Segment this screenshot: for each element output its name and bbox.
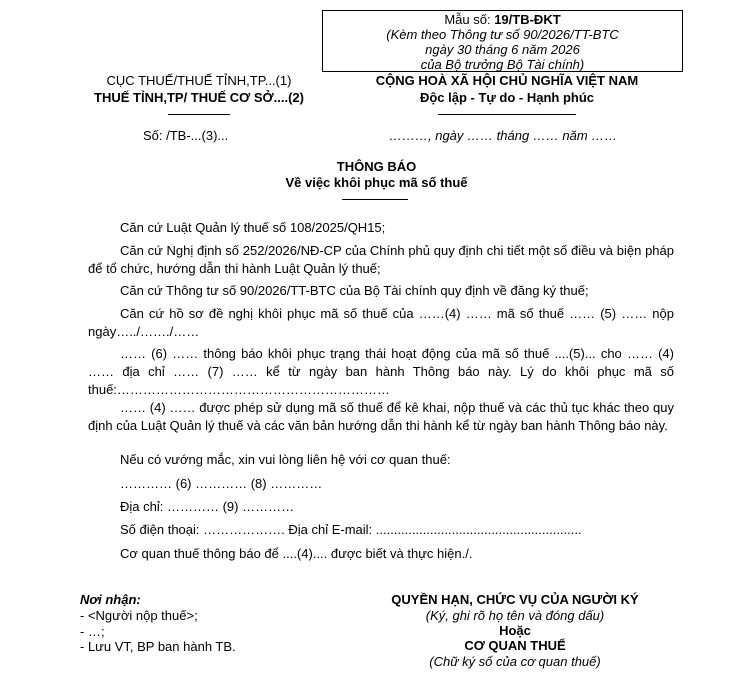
signer-title: QUYỀN HẠN, CHỨC VỤ CỦA NGƯỜI KÝ (391, 592, 639, 607)
form-number-label: Mẫu số: (444, 12, 495, 27)
document-subtitle: Về việc khôi phục mã số thuế (285, 175, 468, 190)
permission-paragraph: …… (4) …… được phép sử dụng mã số thuế để kê khai, nộp thuế và các thủ tục khác theo quy định của Luật Quản lý thuế và các văn bản hướng dẫn thi hành kể từ ngày ban hành Thông báo này. (88, 400, 674, 433)
form-issuer: của Bộ trưởng Bộ Tài chính) (420, 57, 585, 72)
form-number-line (323, 12, 682, 27)
document-date: ………, ngày …… tháng …… năm …… (389, 128, 618, 143)
form-number-box (322, 10, 683, 72)
recipient-item: - …; (80, 624, 105, 639)
agency-line-1: CỤC THUẾ/THUẾ TỈNH,TP...(1) (106, 73, 292, 88)
basis-paragraph-dossier: Căn cứ hồ sơ đề nghị khôi phục mã số thuế của ……(4) …… mã số thuế …… (5) …… nộp ngày…../……./…… (88, 306, 674, 339)
signature-or: Hoặc (499, 623, 531, 638)
national-underline (438, 114, 576, 115)
digital-signature-note: (Chữ ký số của cơ quan thuế) (429, 654, 601, 669)
contact-address-line: Địa chỉ: ………… (9) ………… (120, 499, 295, 514)
signer-note: (Ký, ghi rõ họ tên và đóng dấu) (425, 608, 605, 623)
contact-agency-line: ………… (6) ………… (8) ………… (120, 476, 323, 491)
recipients-label: Nơi nhận: (80, 592, 141, 607)
document-number: Số: /TB-...(3)... (143, 128, 229, 143)
national-motto: Độc lập - Tự do - Hạnh phúc (419, 90, 595, 105)
title-underline (342, 199, 408, 200)
agency-underline (168, 114, 230, 115)
restoration-paragraph: …… (6) …… thông báo khôi phục trạng thái hoạt động của mã số thuế ....(5)... cho …… (4) …… địa chỉ …… (7) …… kể từ ngày ban hành Thông báo này. Lý do khôi phục mã số thuế:……………………………………………………… (88, 346, 674, 397)
basis-paragraph-law: Căn cứ Luật Quản lý thuế số 108/2025/QH15; (120, 220, 386, 235)
national-title: CỘNG HOÀ XÃ HỘI CHỦ NGHĨA VIỆT NAM (375, 73, 639, 88)
recipient-item: - <Người nộp thuế>; (80, 608, 198, 623)
form-circular-ref: (Kèm theo Thông tư số 90/2026/TT-BTC (386, 27, 619, 42)
contact-intro: Nếu có vướng mắc, xin vui lòng liên hệ với cơ quan thuế: (120, 452, 451, 467)
contact-phone-email-line: Số điện thoại: ………………. Địa chỉ E-mail: ......................................................... (120, 522, 582, 537)
basis-paragraph-decree: Căn cứ Nghị định số 252/2026/NĐ-CP của Chính phủ quy định chi tiết một số điều và biện pháp để tổ chức, hướng dẫn thi hành Luật Quản lý thuế; (88, 243, 674, 276)
recipient-item: - Lưu VT, BP ban hành TB. (80, 639, 236, 654)
form-number-value: 19/TB-ĐKT (494, 12, 561, 27)
closing-sentence: Cơ quan thuế thông báo để ....(4).... được biết và thực hiện./. (120, 546, 473, 561)
basis-paragraph-circular: Căn cứ Thông tư số 90/2026/TT-BTC của Bộ Tài chính quy định về đăng ký thuế; (120, 283, 589, 298)
document-title: THÔNG BÁO (336, 159, 417, 174)
agency-line-2: THUẾ TỈNH,TP/ THUẾ CƠ SỞ....(2) (94, 90, 304, 105)
form-circular-date: ngày 30 tháng 6 năm 2026 (425, 42, 580, 57)
signature-agency: CƠ QUAN THUẾ (464, 638, 566, 653)
